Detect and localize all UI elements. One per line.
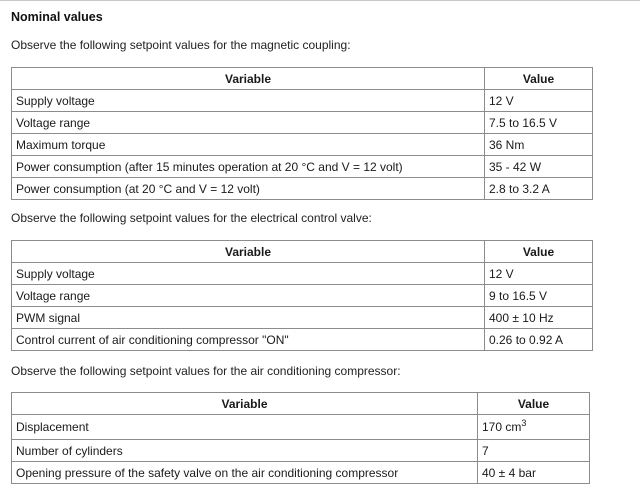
column-header-value: Value — [478, 393, 590, 415]
variable-cell: Voltage range — [12, 285, 485, 307]
value-cell: 7 — [478, 440, 590, 462]
unit-superscript: 3 — [521, 418, 527, 428]
value-cell: 36 Nm — [485, 134, 593, 156]
column-header-value: Value — [485, 241, 593, 263]
table-electrical-control-valve — [11, 240, 593, 351]
variable-cell: Maximum torque — [12, 134, 485, 156]
intro-magnetic-coupling: Observe the following setpoint values for the magnetic coupling: — [11, 38, 351, 52]
column-header-variable: Variable — [12, 68, 485, 90]
top-divider — [0, 0, 640, 1]
table-row — [12, 112, 593, 134]
variable-cell: Supply voltage — [12, 90, 485, 112]
table-row — [12, 156, 593, 178]
table-header-row — [12, 241, 593, 263]
variable-cell: Displacement — [12, 415, 478, 440]
value-cell: 0.26 to 0.92 A — [485, 329, 593, 351]
column-header-variable: Variable — [12, 393, 478, 415]
value-cell: 2.8 to 3.2 A — [485, 178, 593, 200]
value-cell: 7.5 to 16.5 V — [485, 112, 593, 134]
table-row — [12, 329, 593, 351]
table-row — [12, 415, 590, 440]
value-cell: 400 ± 10 Hz — [485, 307, 593, 329]
table-row — [12, 440, 590, 462]
variable-cell: Number of cylinders — [12, 440, 478, 462]
variable-cell: Voltage range — [12, 112, 485, 134]
table-row — [12, 285, 593, 307]
value-cell: 12 V — [485, 90, 593, 112]
intro-ac-compressor: Observe the following setpoint values for the air conditioning compressor: — [11, 364, 401, 378]
variable-cell: PWM signal — [12, 307, 485, 329]
value-cell: 35 - 42 W — [485, 156, 593, 178]
value-cell: 9 to 16.5 V — [485, 285, 593, 307]
value-cell — [478, 415, 590, 440]
table-row — [12, 134, 593, 156]
column-header-variable: Variable — [12, 241, 485, 263]
variable-cell: Power consumption (after 15 minutes operation at 20 °C and V = 12 volt) — [12, 156, 485, 178]
value-cell: 12 V — [485, 263, 593, 285]
table-magnetic-coupling — [11, 67, 593, 200]
table-row — [12, 90, 593, 112]
column-header-value: Value — [485, 68, 593, 90]
intro-electrical-control-valve: Observe the following setpoint values for the electrical control valve: — [11, 211, 372, 225]
variable-cell: Power consumption (at 20 °C and V = 12 volt) — [12, 178, 485, 200]
table-row — [12, 178, 593, 200]
table-ac-compressor — [11, 392, 590, 484]
table-header-row — [12, 68, 593, 90]
page-title: Nominal values — [11, 10, 103, 24]
table-header-row — [12, 393, 590, 415]
value-cell: 40 ± 4 bar — [478, 462, 590, 484]
value-text: 170 cm — [482, 420, 522, 434]
variable-cell: Control current of air conditioning compressor "ON" — [12, 329, 485, 351]
table-row — [12, 307, 593, 329]
variable-cell: Supply voltage — [12, 263, 485, 285]
table-row — [12, 263, 593, 285]
table-row — [12, 462, 590, 484]
variable-cell: Opening pressure of the safety valve on the air conditioning compressor — [12, 462, 478, 484]
